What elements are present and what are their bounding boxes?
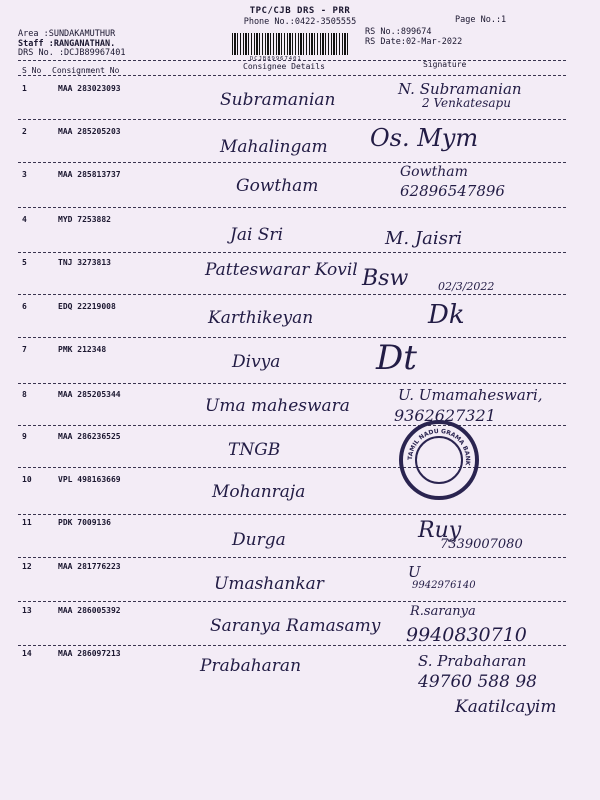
consignee-name: Divya (232, 352, 281, 372)
drs-number: DRS No. :DCJB89967401 (18, 48, 126, 58)
col-sno-header: S No (22, 66, 42, 75)
divider (18, 75, 566, 76)
consignee-name: Mohanraja (212, 482, 306, 502)
row-sno: 5 (22, 258, 27, 267)
divider (18, 383, 566, 384)
row-consignment: MAA 286097213 (58, 649, 121, 658)
row-sno: 7 (22, 345, 27, 354)
row-consignment: EDQ 22219008 (58, 302, 116, 311)
divider (18, 467, 566, 468)
divider (18, 557, 566, 558)
phone-number: Phone No.:0422-3505555 (243, 17, 357, 27)
barcode-image (232, 33, 350, 55)
report-title: TPC/CJB DRS - PRR (249, 6, 351, 16)
divider (18, 337, 566, 338)
consignee-name: Uma maheswara (205, 396, 350, 416)
signature-note: 02/3/2022 (438, 280, 495, 293)
row-sno: 2 (22, 127, 27, 136)
divider (18, 207, 566, 208)
row-consignment: MAA 285205344 (58, 390, 121, 399)
signature: Dk (428, 300, 465, 330)
page-number: Page No.:1 (455, 15, 507, 25)
consignee-name: Karthikeyan (208, 308, 314, 328)
divider (18, 60, 566, 61)
signature: Dt (376, 338, 417, 378)
row-consignment: MAA 286005392 (58, 606, 121, 615)
divider (18, 252, 566, 253)
divider (18, 425, 566, 426)
signature-note: 49760 588 98 (418, 672, 537, 692)
barcode-number: DCJB89967401 (250, 56, 302, 62)
signature: Bsw (362, 266, 409, 291)
row-sno: 10 (22, 475, 32, 484)
signature-note: 2 Venkatesapu (422, 96, 511, 110)
row-consignment: MAA 286236525 (58, 432, 121, 441)
col-consignee-header: Consignee Details (243, 62, 325, 71)
consignee-name: Patteswarar Kovil (205, 260, 358, 280)
row-consignment: MAA 285813737 (58, 170, 121, 179)
consignee-name: Jai Sri (230, 225, 284, 245)
report-header (200, 6, 400, 27)
signature: S. Prabaharan (418, 652, 527, 670)
row-sno: 8 (22, 390, 27, 399)
rs-date: RS Date:02-Mar-2022 (365, 36, 463, 47)
col-consignment-header: Consignment No (52, 66, 120, 75)
row-sno: 6 (22, 302, 27, 311)
row-sno: 3 (22, 170, 27, 179)
row-sno: 4 (22, 215, 27, 224)
consignee-name: Umashankar (214, 574, 324, 594)
staff-label: Staff :RANGANATHAN. (18, 38, 116, 49)
row-consignment: MAA 281776223 (58, 562, 121, 571)
divider (18, 645, 566, 646)
consignee-name: Mahalingam (220, 137, 328, 157)
divider (18, 601, 566, 602)
row-consignment: MAA 283023093 (58, 84, 121, 93)
row-consignment: PDK 7009136 (58, 518, 111, 527)
signature-note: 9942976140 (412, 580, 476, 591)
row-sno: 1 (22, 84, 27, 93)
stamp-text: TAMIL NADU GRAMA BANK (406, 427, 472, 466)
row-sno: 11 (22, 518, 32, 527)
row-sno: 14 (22, 649, 32, 658)
rs-number: RS No.:899674 (365, 27, 432, 37)
consignee-name: Subramanian (220, 90, 336, 110)
row-consignment: PMK 212348 (58, 345, 107, 354)
divider (18, 514, 566, 515)
signature-note: 7339007080 (440, 537, 523, 552)
signature-note: 9362627321 (394, 406, 496, 425)
divider (18, 119, 566, 120)
signature: M. Jaisri (385, 228, 463, 249)
area-label: Area :SUNDAKAMUTHUR (18, 29, 116, 39)
row-sno: 13 (22, 606, 32, 615)
signature: Os. Mym (370, 124, 479, 152)
consignee-name: Saranya Ramasamy (210, 616, 381, 636)
consignee-name: Gowtham (236, 176, 319, 196)
signature: U (408, 563, 421, 581)
staff-info (18, 30, 125, 59)
col-signature-header: Signature (423, 60, 467, 69)
divider (18, 162, 566, 163)
signature-note: 62896547896 (400, 182, 505, 200)
extra-signature: Kaatilcayim (455, 697, 557, 717)
stamp-center (415, 436, 463, 484)
consignee-name: Durga (232, 530, 286, 550)
row-consignment: TNJ 3273813 (58, 258, 111, 267)
row-sno: 12 (22, 562, 32, 571)
row-consignment: MYD 7253882 (58, 215, 111, 224)
consignee-name: Prabaharan (200, 656, 302, 676)
row-consignment: MAA 285205203 (58, 127, 121, 136)
bank-stamp (399, 420, 479, 500)
divider (18, 294, 566, 295)
signature: U. Umamaheswari, (398, 386, 543, 404)
row-consignment: VPL 498163669 (58, 475, 121, 484)
signature: R.saranya (410, 604, 476, 619)
row-sno: 9 (22, 432, 27, 441)
consignee-name: TNGB (228, 440, 281, 460)
signature: N. Subramanian (398, 80, 522, 98)
rs-info (365, 28, 462, 47)
signature: Gowtham (400, 164, 468, 180)
signature: Ruy (418, 518, 462, 543)
signature-note: 9940830710 (406, 624, 527, 646)
